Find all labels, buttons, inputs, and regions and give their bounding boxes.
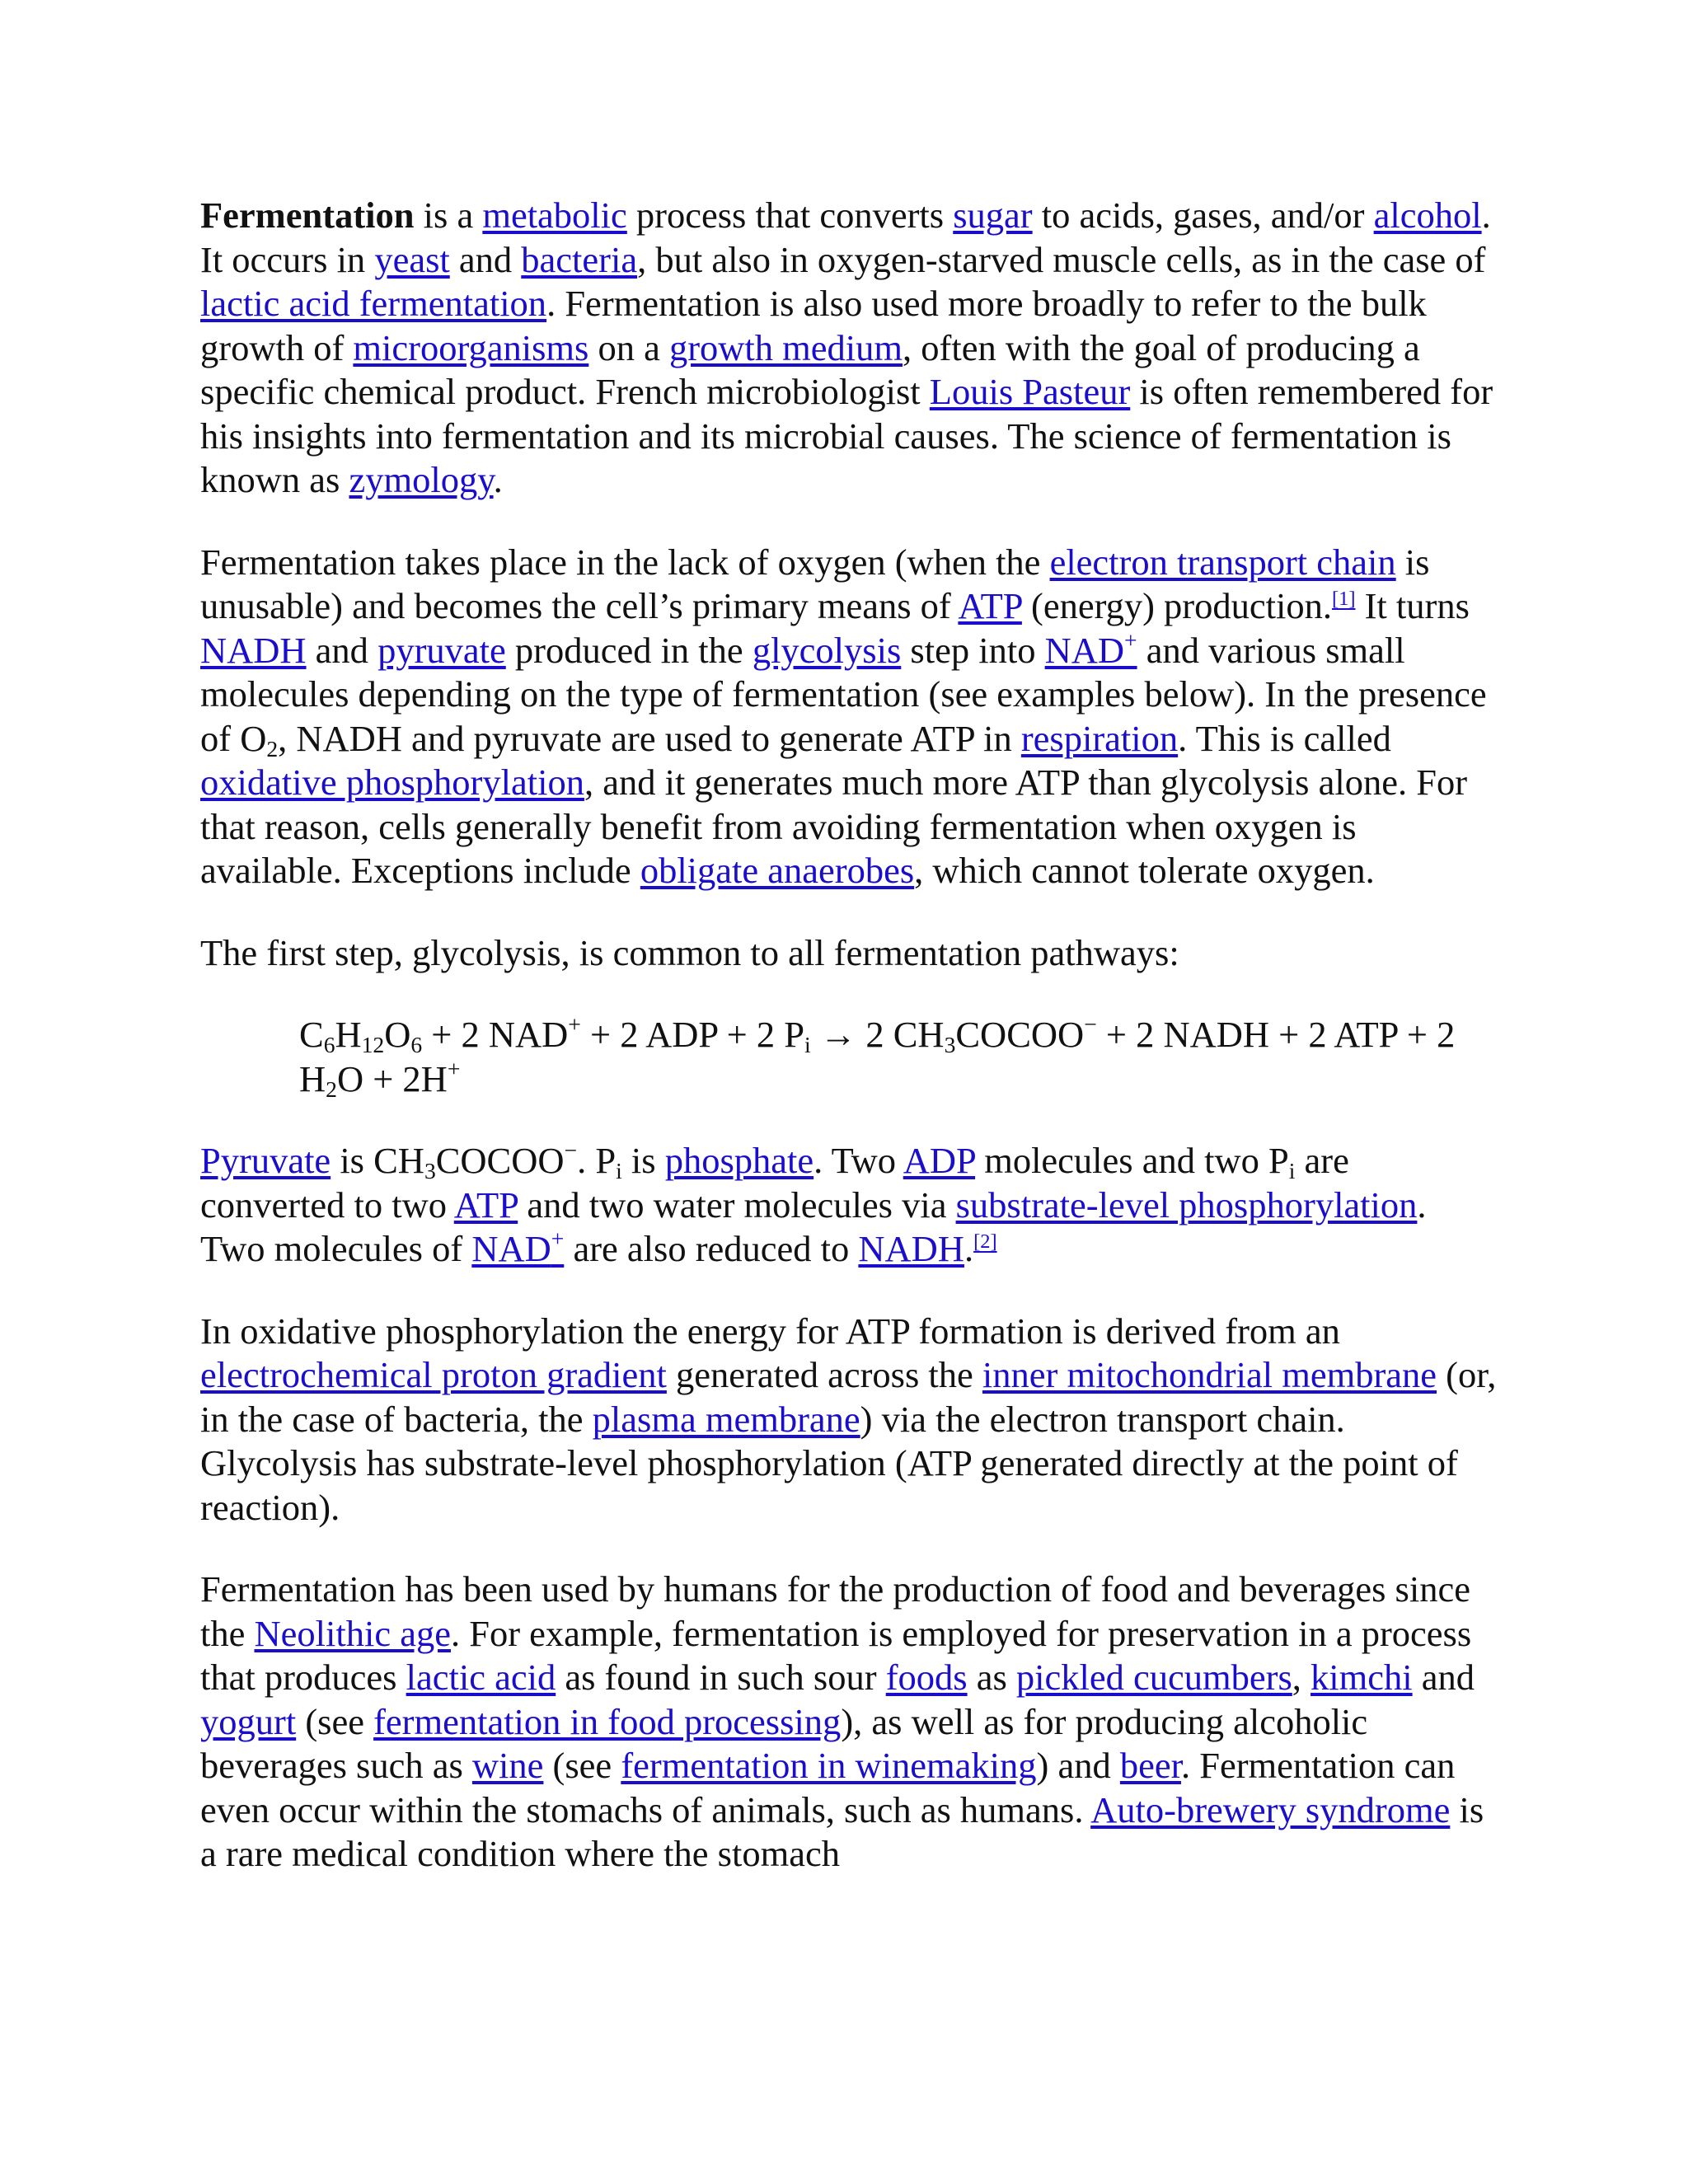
citation-1[interactable]: [1] (1331, 588, 1356, 611)
link-fermentation-in-winemaking[interactable]: fermentation in winemaking (621, 1745, 1037, 1786)
paragraph-intro: Fermentation is a metabolic process that converts sugar to acids, gases, and/or alcohol. It occurs in yeast and bacteria, but also in oxygen-starved muscle cells, as in the case of lactic acid fermentation. Fermentation is also used more broadly to refer to the bulk growth of microorganisms on a growth medium, often with the goal of producing a specific chemical product. French microbiologist Louis Pasteur is often remembered for his insights into fermentation and its microbial causes. The science of fermentation is known as zymology. (200, 194, 1493, 500)
link-phosphate[interactable]: phosphate (664, 1140, 814, 1181)
link-alcohol[interactable]: alcohol (1373, 194, 1482, 236)
article-body (200, 194, 1498, 1915)
term-fermentation: Fermentation (200, 194, 415, 236)
paragraph-pyruvate: Pyruvate is $CH_3COCOO^-$. $P_i$ is phosphate. Two ADP molecules and two $P_i$ are converted to two ATP and two water molecules via substrate-level phosphorylation. Two molecules of NAD+ are also reduced to NADH.[2] (200, 1137, 1427, 1269)
paragraph-human-use: Fermentation has been used by humans for the production of food and beverages since the Neolithic age. For example, fermentation is employed for preservation in a process that produces lactic acid as found in such sour foods as pickled cucumbers, kimchi and yogurt (see fermentation in food processing), as well as for producing alcoholic beverages such as wine (see fermentation in winemaking) and beer. Fermentation can even occur within the stomachs of animals, such as humans. Auto-brewery syndrome is a rare medical condition where the stomach (200, 1568, 1484, 1874)
citation-2[interactable]: [2] (973, 1230, 997, 1254)
link-nadh-2[interactable]: NADH (858, 1228, 964, 1269)
link-oxidative-phosphorylation[interactable]: oxidative phosphorylation (200, 762, 584, 803)
link-yeast[interactable]: yeast (374, 238, 450, 280)
link-glycolysis[interactable]: glycolysis (752, 629, 902, 671)
link-electron-transport-chain[interactable]: electron transport chain (1049, 541, 1396, 583)
link-plasma-membrane[interactable]: plasma membrane (592, 1398, 860, 1440)
link-pickled-cucumbers[interactable]: pickled cucumbers (1015, 1657, 1292, 1698)
link-fermentation-in-food-processing[interactable]: fermentation in food processing (373, 1700, 842, 1742)
link-atp-2[interactable]: ATP (453, 1183, 518, 1226)
link-metabolic[interactable]: metabolic (482, 194, 627, 236)
link-beer[interactable]: beer (1119, 1745, 1181, 1786)
link-louis-pasteur[interactable]: Louis Pasteur (929, 371, 1131, 412)
link-wine[interactable]: wine (471, 1745, 544, 1786)
link-lactic-acid-fermentation[interactable]: lactic acid fermentation (200, 283, 547, 324)
link-yogurt[interactable]: yogurt (200, 1700, 297, 1742)
link-substrate-level-phosphorylation[interactable]: substrate-level phosphorylation (955, 1183, 1418, 1226)
link-respiration[interactable]: respiration (1020, 717, 1179, 759)
link-auto-brewery-syndrome[interactable]: Auto-brewery syndrome (1090, 1788, 1451, 1830)
paragraph-first-step: The first step, glycolysis, is common to all fermentation pathways: (200, 931, 1179, 973)
link-obligate-anaerobes[interactable]: obligate anaerobes (640, 850, 915, 891)
link-pyruvate-2[interactable]: Pyruvate (200, 1140, 331, 1181)
link-nadh[interactable]: NADH (200, 629, 307, 671)
link-growth-medium[interactable]: growth medium (668, 326, 903, 368)
paragraph-oxygen: Fermentation takes place in the lack of oxygen (when the electron transport chain is unusable) and becomes the cell’s primary means of ATP (energy) production.[1] It turns NADH and pyruvate produced in the glycolysis step into NAD+ and various small molecules depending on the type of fermentation (see examples below). In the presence of $O_2$, NADH and pyruvate are used to generate ATP in respiration. This is called oxidative phosphorylation, and it generates much more ATP than glycolysis alone. For that reason, cells generally benefit from avoiding fermentation when oxygen is available. Exceptions include obligate anaerobes, which cannot tolerate oxygen. (200, 541, 1487, 891)
glycolysis-equation: $C_6H_{12}O_6 + 2$ NAD+ + 2 ADP + 2 $P_i \to 2$ $CH_3COCOO^- + 2$ NADH + 2 ATP + 2 $H_2O + 2H^+$ (299, 1011, 1456, 1102)
link-sugar[interactable]: sugar (953, 194, 1033, 236)
link-inner-mitochondrial-membrane[interactable]: inner mitochondrial membrane (982, 1354, 1437, 1395)
paragraph-oxidative: In oxidative phosphorylation the energy for ATP formation is derived from an electrochemical proton gradient generated across the inner mitochondrial membrane (or, in the case of bacteria, the plasma membrane) via the electron transport chain. Glycolysis has substrate-level phosphorylation (ATP generated directly at the point of reaction). (200, 1310, 1497, 1528)
link-electrochemical-proton-gradient[interactable]: electrochemical proton gradient (200, 1354, 667, 1395)
link-zymology[interactable]: zymology (349, 459, 494, 500)
link-bacteria[interactable]: bacteria (521, 238, 638, 280)
link-nad-plus-2[interactable]: NAD+ (471, 1226, 565, 1269)
link-foods[interactable]: foods (885, 1657, 968, 1698)
link-adp[interactable]: ADP (903, 1140, 976, 1181)
link-pyruvate[interactable]: pyruvate (377, 629, 506, 671)
link-atp[interactable]: ATP (958, 585, 1022, 626)
link-neolithic-age[interactable]: Neolithic age (254, 1612, 451, 1654)
link-nad-plus[interactable]: NAD+ (1044, 626, 1137, 671)
link-kimchi[interactable]: kimchi (1311, 1657, 1413, 1698)
link-microorganisms[interactable]: microorganisms (353, 326, 589, 368)
link-lactic-acid[interactable]: lactic acid (406, 1657, 556, 1698)
